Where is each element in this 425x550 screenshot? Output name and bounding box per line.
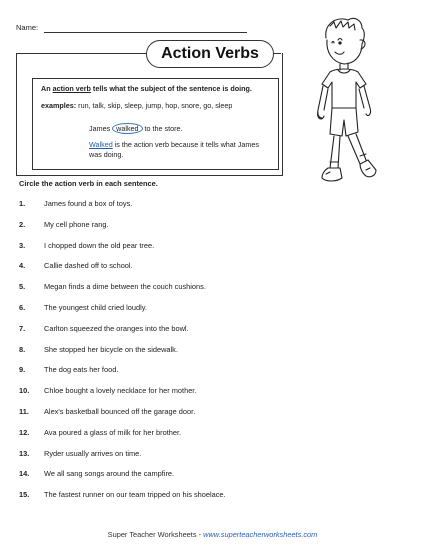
question-item <box>19 324 379 333</box>
question-number: 8. <box>19 344 26 354</box>
question-number: 13. <box>19 448 30 458</box>
question-item <box>19 282 379 291</box>
circled-verb: walked <box>112 123 142 134</box>
question-sentence: Callie dashed off to school. <box>44 261 133 271</box>
question-sentence: The fastest runner on our team tripped on his shoelace. <box>44 490 226 500</box>
question-number: 3. <box>19 240 26 250</box>
question-number: 10. <box>19 386 30 396</box>
question-item <box>19 490 379 499</box>
question-item <box>19 261 379 270</box>
question-number: 12. <box>19 427 30 437</box>
examples-label: examples: <box>41 101 77 110</box>
question-sentence: She stopped her bicycle on the sidewalk. <box>44 344 178 354</box>
instructions: Circle the action verb in each sentence. <box>19 179 158 188</box>
sample-sentence: James walked to the store. <box>89 124 183 133</box>
question-sentence: Ryder usually arrives on time. <box>44 448 142 458</box>
footer-brand: Super Teacher Worksheets <box>107 530 197 539</box>
question-item <box>19 449 379 458</box>
explanation: Walked is the action verb because it tells what James was doing. <box>89 140 259 159</box>
question-sentence: I chopped down the old pear tree. <box>44 240 155 250</box>
definition-box <box>32 78 279 170</box>
name-row <box>16 23 38 32</box>
question-number: 15. <box>19 490 30 500</box>
question-item <box>19 386 379 395</box>
question-item <box>19 303 379 312</box>
question-number: 6. <box>19 303 26 312</box>
question-sentence: Carlton squeezed the oranges into the bowl. <box>44 323 189 333</box>
question-item <box>19 365 379 374</box>
name-label: Name: <box>16 23 39 32</box>
page-title: Action Verbs <box>146 40 274 68</box>
question-item <box>19 241 379 250</box>
question-number: 7. <box>19 323 26 333</box>
question-sentence: My cell phone rang. <box>44 219 109 229</box>
question-number: 14. <box>19 469 30 479</box>
question-item <box>19 469 379 478</box>
examples-list: run, talk, skip, sleep, jump, hop, snore, go, sleep <box>78 101 233 110</box>
question-sentence: Ava poured a glass of milk for her brother. <box>44 427 182 437</box>
question-number: 9. <box>19 365 26 375</box>
question-item <box>19 428 379 437</box>
question-sentence: Chloe bought a lovely necklace for her mother. <box>44 386 197 396</box>
question-sentence: Megan finds a dime between the couch cushions. <box>44 282 206 292</box>
question-item <box>19 345 379 354</box>
question-sentence: James found a box of toys. <box>44 199 133 208</box>
name-line <box>44 32 247 33</box>
examples-row <box>41 101 232 110</box>
definition-text: An action verb tells what the subject of the sentence is doing. <box>41 84 252 93</box>
question-item <box>19 407 379 416</box>
question-number: 4. <box>19 261 26 271</box>
question-number: 2. <box>19 219 26 229</box>
question-number: 11. <box>19 407 29 416</box>
footer-url[interactable]: www.superteacherworksheets.com <box>203 530 318 539</box>
question-sentence: Alex's basketball bounced off the garage door. <box>44 407 196 416</box>
question-number: 1. <box>19 199 26 208</box>
footer: Super Teacher Worksheets - www.superteacherworksheets.com <box>107 530 318 539</box>
walking-boy-illustration <box>296 10 392 210</box>
question-sentence: We all sang songs around the campfire. <box>44 469 175 479</box>
question-sentence: The dog eats her food. <box>44 365 119 375</box>
question-sentence: The youngest child cried loudly. <box>44 303 147 312</box>
question-number: 5. <box>19 282 26 292</box>
question-item <box>19 220 379 229</box>
